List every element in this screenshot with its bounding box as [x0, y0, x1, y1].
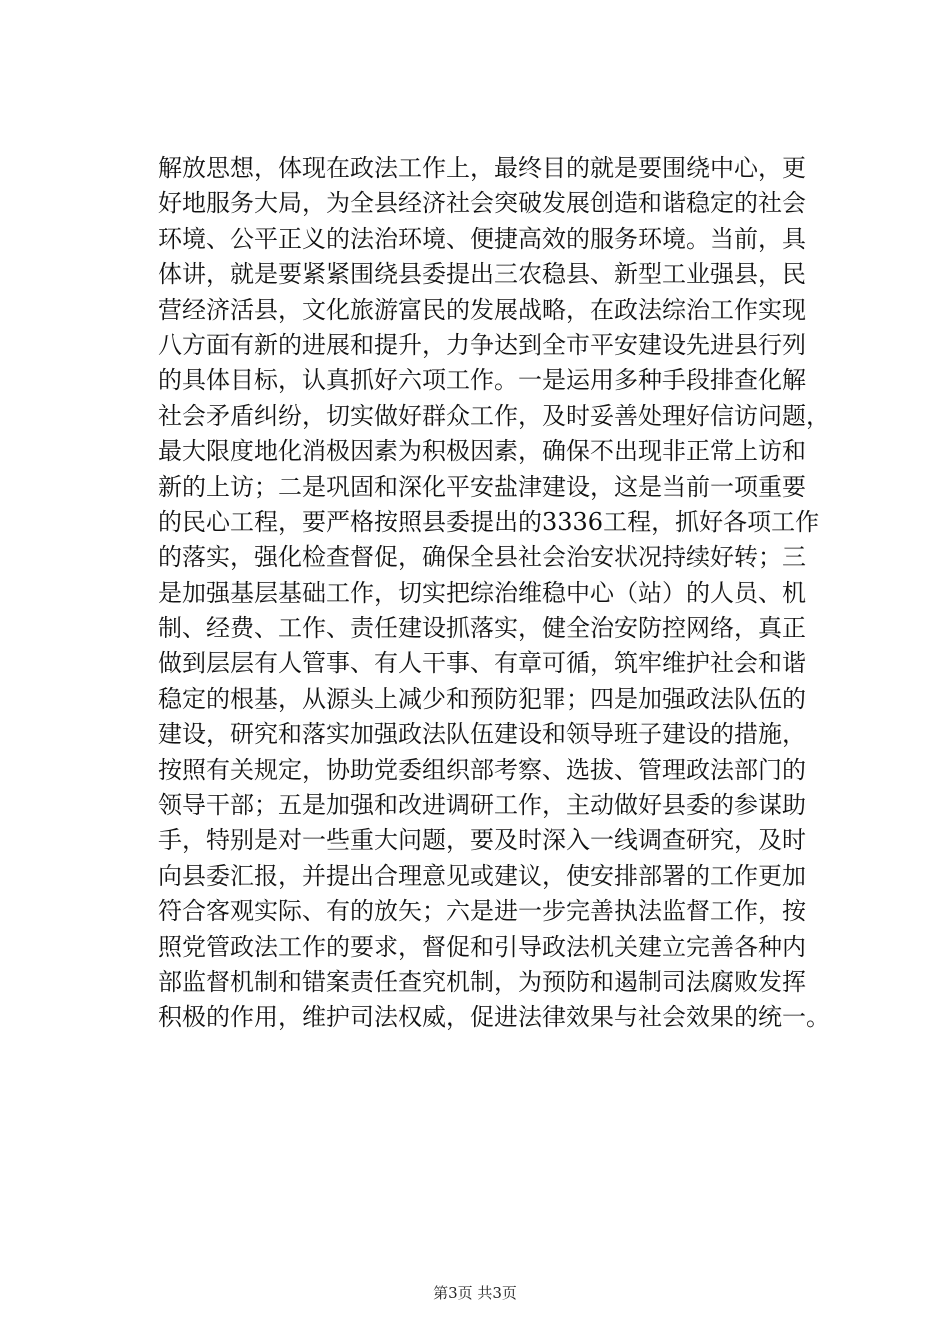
text-line: 好地服务大局，为全县经济社会突破发展创造和谐稳定的社会 — [158, 189, 806, 218]
text-line: 新的上访；二是巩固和深化平安盐津建设，这是当前一项重要 — [158, 472, 806, 501]
page-number-footer: 第3页 共3页 — [433, 1284, 517, 1302]
text-line: 领导干部；五是加强和改进调研工作，主动做好县委的参谋助 — [158, 791, 806, 820]
text-line: 做到层层有人管事、有人干事、有章可循，筑牢维护社会和谐 — [158, 649, 806, 678]
text-line: 建设，研究和落实加强政法队伍建设和领导班子建设的措施， — [158, 720, 806, 749]
text-line: 解放思想，体现在政法工作上，最终目的就是要围绕中心，更 — [158, 154, 806, 182]
text-line: 制、经费、工作、责任建设抓落实，健全治安防控网络，真正 — [158, 614, 806, 643]
text-line: 最大限度地化消极因素为积极因素，确保不出现非正常上访和 — [158, 437, 806, 466]
text-line: 是加强基层基础工作，切实把综治维稳中心（站）的人员、机 — [158, 578, 806, 607]
text-line: 的落实，强化检查督促，确保全县社会治安状况持续好转；三 — [158, 543, 806, 572]
text-line: 体讲，就是要紧紧围绕县委提出三农稳县、新型工业强县，民 — [158, 260, 806, 289]
text-line: 符合客观实际、有的放矢；六是进一步完善执法监督工作，按 — [158, 897, 806, 926]
text-line: 积极的作用，维护司法权威，促进法律效果与社会效果的统一。 — [158, 1003, 830, 1032]
text-line: 稳定的根基，从源头上减少和预防犯罪；四是加强政法队伍的 — [158, 684, 806, 713]
text-line: 照党管政法工作的要求，督促和引导政法机关建立完善各种内 — [158, 932, 806, 961]
text-line: 社会矛盾纠纷，切实做好群众工作，及时妥善处理好信访问题， — [158, 401, 830, 430]
text-line: 八方面有新的进展和提升，力争达到全市平安建设先进县行列 — [158, 330, 806, 359]
text-line: 向县委汇报，并提出合理意见或建议，使安排部署的工作更加 — [158, 861, 806, 890]
text-line: 的具体目标，认真抓好六项工作。一是运用多种手段排查化解 — [158, 366, 806, 395]
body-paragraph — [158, 151, 858, 1036]
text-line: 的民心工程，要严格按照县委提出的3336工程，抓好各项工作 — [158, 507, 820, 536]
text-line: 按照有关规定，协助党委组织部考察、选拔、管理政法部门的 — [158, 755, 806, 784]
text-line: 环境、公平正义的法治环境、便捷高效的服务环境。当前，具 — [158, 224, 806, 253]
text-line: 营经济活县，文化旅游富民的发展战略，在政法综治工作实现 — [158, 295, 806, 324]
text-line: 手，特别是对一些重大问题，要及时深入一线调查研究，及时 — [158, 826, 806, 855]
text-line: 部监督机制和错案责任查究机制，为预防和遏制司法腐败发挥 — [158, 967, 806, 996]
